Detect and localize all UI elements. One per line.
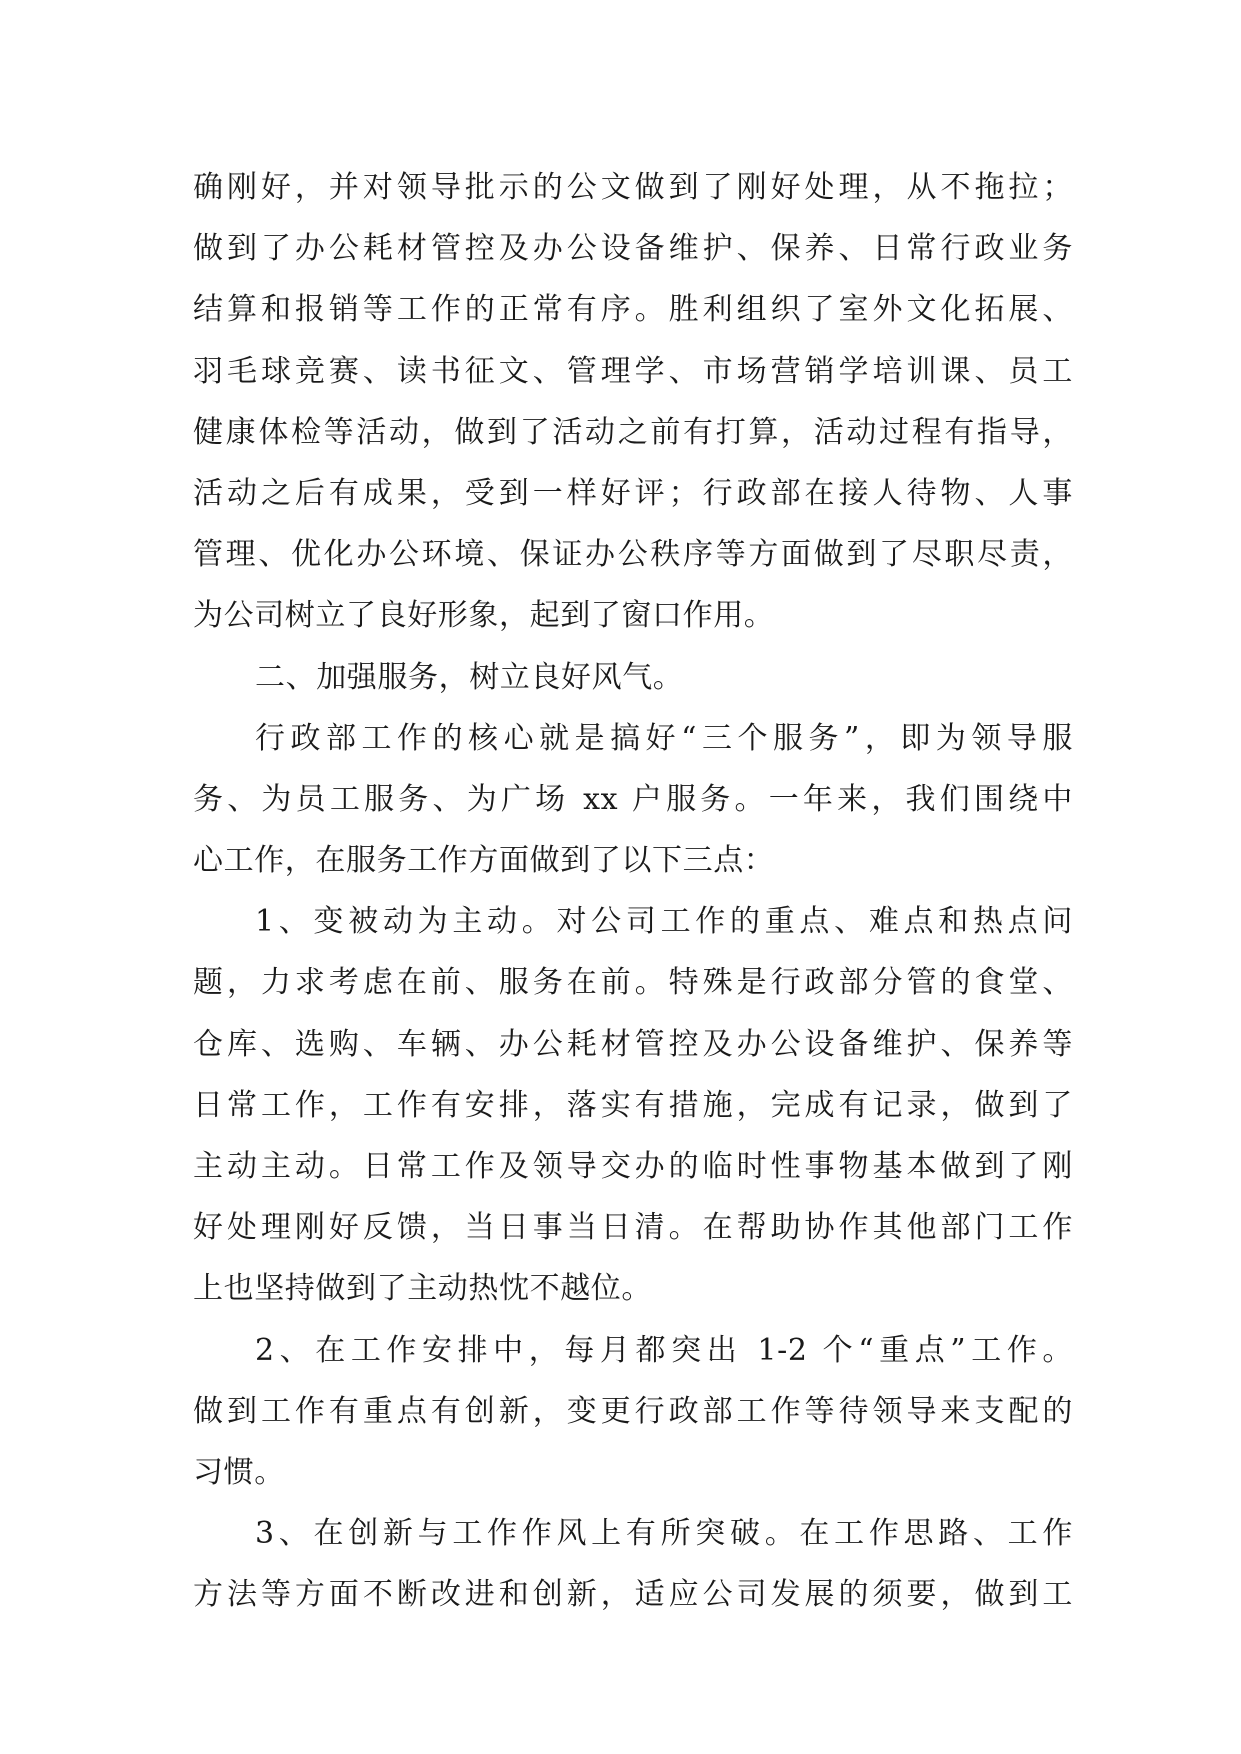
text-line: 确刚好，并对领导批示的公文做到了刚好处理，从不拖拉；	[193, 170, 1073, 205]
text-line: 管理、优化办公环境、保证办公秩序等方面做到了尽职尽责，	[193, 537, 1073, 573]
text-line: 为公司树立了良好形象，起到了窗口作用。	[193, 598, 775, 634]
text-line: 做到了办公耗材管控及办公设备维护、保养、日常行政业务	[193, 231, 1073, 267]
list-item-line: 1、变被动为主动。对公司工作的重点、难点和热点问	[255, 904, 1073, 940]
text-line: 务、为员工服务、为广场 xx 户服务。一年来，我们围绕中	[193, 781, 1073, 817]
section-heading: 二、加强服务，树立良好风气。	[255, 659, 684, 695]
text-line: 健康体检等活动，做到了活动之前有打算，活动过程有指导，	[193, 414, 1073, 450]
text-line: 方法等方面不断改进和创新，适应公司发展的须要，做到工	[193, 1577, 1073, 1613]
list-item-line: 2、在工作安排中，每月都突出 1-2 个“重点”工作。	[255, 1332, 1073, 1368]
text-line: 活动之后有成果，受到一样好评；行政部在接人待物、人事	[193, 475, 1073, 511]
text-line: 结算和报销等工作的正常有序。胜利组织了室外文化拓展、	[193, 292, 1073, 328]
text-line: 上也坚持做到了主动热忱不越位。	[193, 1271, 652, 1307]
text-line: 做到工作有重点有创新，变更行政部工作等待领导来支配的	[193, 1393, 1073, 1429]
body-text	[193, 157, 1073, 1626]
text-line: 羽毛球竞赛、读书征文、管理学、市场营销学培训课、员工	[193, 353, 1073, 389]
list-item-line: 3、在创新与工作作风上有所突破。在工作思路、工作	[255, 1516, 1073, 1552]
text-line: 习惯。	[193, 1454, 285, 1490]
text-line: 好处理刚好反馈，当日事当日清。在帮助协作其他部门工作	[193, 1210, 1073, 1246]
text-line: 题，力求考虑在前、服务在前。特殊是行政部分管的食堂、	[193, 965, 1073, 1001]
text-line: 心工作，在服务工作方面做到了以下三点：	[193, 843, 775, 879]
text-line: 仓库、选购、车辆、办公耗材管控及办公设备维护、保养等	[193, 1026, 1073, 1062]
text-line: 主动主动。日常工作及领导交办的临时性事物基本做到了刚	[193, 1149, 1073, 1184]
text-line: 行政部工作的核心就是搞好“三个服务”，即为领导服	[255, 720, 1073, 756]
text-line: 日常工作，工作有安排，落实有措施，完成有记录，做到了	[193, 1087, 1073, 1123]
